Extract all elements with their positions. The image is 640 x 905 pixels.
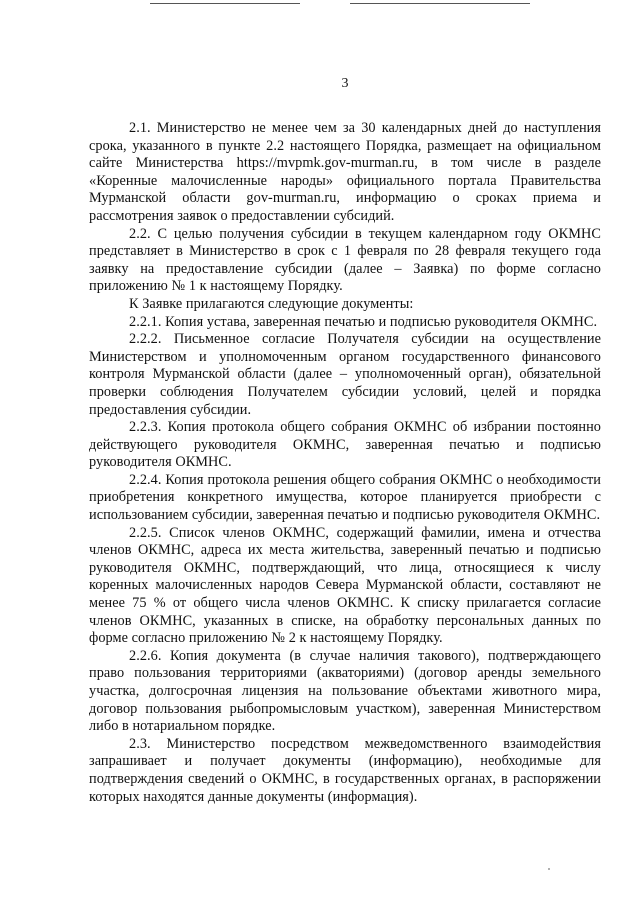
scan-top-line-right — [350, 3, 530, 4]
paragraph-2-1: 2.1. Министерство не менее чем за 30 календарных дней до наступления срока, указанного в пункте 2.2 настоящего Порядка, размещает на официальном сайте Министерства https://mvpmk.gov-murman.ru, в том числе в разделе «Коренные малочисленные народы» официального портала Правительства Мурманской области gov-murman.ru, информацию о сроках приема и рассмотрения заявок о предоставлении субсидий. — [89, 120, 601, 224]
scan-top-line-left — [150, 3, 300, 4]
paragraph-2-2-1: 2.2.1. Копия устава, заверенная печатью и подписью руководителя ОКМНС. — [129, 313, 598, 330]
paragraph-2-2-6: 2.2.6. Копия документа (в случае наличия такового), подтверждающего право пользования территориями (акваториями) (договор аренды земельного участка, долгосрочная лицензия на пользование объектами животного мира, договор пользования рыбопромысловым участком), заверенная Министерством либо в нотариальном порядке. — [89, 647, 601, 735]
paragraph-2-2-2: 2.2.2. Письменное согласие Получателя субсидии на осуществление Министерством и уполномоченным органом государственного финансового контроля Мурманской области (далее – уполномоченный орган), обязательной проверки соблюдения Получателем субсидии условий, целей и порядка предоставления субсидии. — [89, 331, 601, 418]
paragraph-2-2-5: 2.2.5. Список членов ОКМНС, содержащий фамилии, имена и отчества членов ОКМНС, адреса их места жительства, заверенный печатью и подписью руководителя ОКМНС, подтверждающий, что лица, относящиеся к числу коренных малочисленных народов Севера Мурманской области, составляют не менее 75 % от общего числа членов ОКМНС. К списку прилагается согласие членов ОКМНС, указанных в списке, на обработку персональных данных по форме согласно приложению № 2 к настоящему Порядку. — [89, 524, 601, 647]
paragraph-2-2-3: 2.2.3. Копия протокола общего собрания ОКМНС об избрании постоянно действующего руководителя ОКМНС, заверенная печатью и подписью руководителя ОКМНС. — [89, 419, 601, 471]
paragraph-documents-intro: К Заявке прилагаются следующие документы: — [129, 295, 414, 312]
scan-speck — [548, 868, 550, 870]
document-body — [89, 120, 601, 806]
paragraph-2-2: 2.2. С целью получения субсидии в текущем календарном году ОКМНС представляет в Министерство в срок с 1 февраля по 28 февраля текущего года заявку на предоставление субсидии (далее – Заявка) по форме согласно приложению № 1 к настоящему Порядку. — [89, 225, 601, 295]
page-number: 3 — [341, 76, 349, 91]
paragraph-2-2-4: 2.2.4. Копия протокола решения общего собрания ОКМНС о необходимости приобретения конкретного имущества, которое планируется приобрести с использованием субсидии, заверенная печатью и подписью руководителя ОКМНС. — [89, 471, 601, 524]
paragraph-2-3: 2.3. Министерство посредством межведомственного взаимодействия запрашивает и получает документы (информацию), необходимые для подтверждения сведений о ОКМНС, в государственных органах, в распоряжении которых находятся данные документы (информация). — [89, 735, 601, 805]
